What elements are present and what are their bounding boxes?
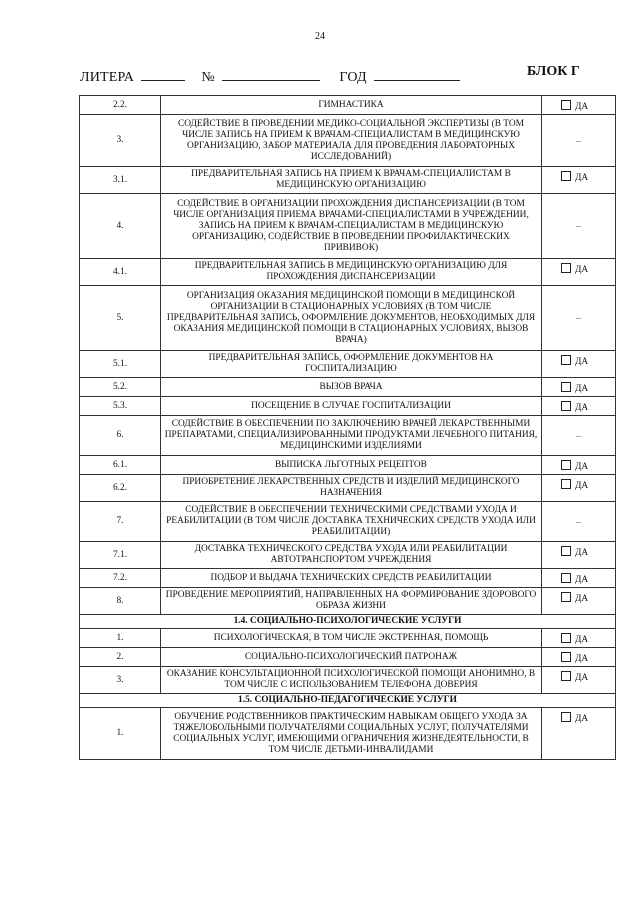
item-number: 2. [80,648,161,667]
item-number: 7.2. [80,569,161,588]
year-field[interactable] [374,67,460,81]
item-number: 4.1. [80,259,161,286]
item-description: СОДЕЙСТВИЕ В ОРГАНИЗАЦИИ ПРОХОЖДЕНИЯ ДИСПАНСЕРИЗАЦИИ (В ТОМ ЧИСЛЕ ОРГАНИЗАЦИЯ ПРИЕМА ВРАЧАМИ-СПЕЦИАЛИСТАМИ В УЧРЕЖДЕНИИ, ЗАПИСЬ НА ПРИЕМ К ВРАЧАМ-СПЕЦИАЛИСТАМ В МЕДИЦИНСКУЮ ОРГАНИЗАЦИЮ, СОДЕЙСТВИЕ В ПРОВЕДЕНИИ ПРОФИЛАКТИЧЕСКИХ ПРИВИВОК) [161,194,542,259]
check-cell [542,542,616,569]
item-number: 1. [80,708,161,760]
item-description: ПРОВЕДЕНИЕ МЕРОПРИЯТИЙ, НАПРАВЛЕННЫХ НА ФОРМИРОВАНИЕ ЗДОРОВОГО ОБРАЗА ЖИЗНИ [161,588,542,615]
na-mark: – [542,416,616,456]
check-label: ДА [575,673,589,683]
table-row [80,397,616,416]
item-description: ОКАЗАНИЕ КОНСУЛЬТАЦИОННОЙ ПСИХОЛОГИЧЕСКОЙ ПОМОЩИ АНОНИМНО, В ТОМ ЧИСЛЕ С ИСПОЛЬЗОВАНИЕМ ТЕЛЕФОНА ДОВЕРИЯ [161,667,542,694]
check-cell [542,648,616,667]
item-number: 6. [80,416,161,456]
table-row [80,286,616,351]
check-label: ДА [575,462,589,472]
item-number: 1. [80,629,161,648]
check-cell [542,96,616,115]
check-label: ДА [575,594,589,604]
section-title: 1.4. СОЦИАЛЬНО-ПСИХОЛОГИЧЕСКИЕ УСЛУГИ [80,615,616,629]
check-cell [542,456,616,475]
year-label: ГОД [339,70,367,85]
number-field[interactable] [222,67,320,81]
checkbox[interactable] [561,355,571,365]
check-label: ДА [575,384,589,394]
item-description: СОЦИАЛЬНО-ПСИХОЛОГИЧЕСКИЙ ПАТРОНАЖ [161,648,542,667]
item-number: 4. [80,194,161,259]
checkbox[interactable] [561,263,571,273]
check-label: ДА [575,265,589,275]
table-row [80,115,616,167]
checkbox[interactable] [561,401,571,411]
item-number: 3.1. [80,167,161,194]
number-label: № [201,70,215,85]
table-row [80,569,616,588]
item-number: 6.2. [80,475,161,502]
check-cell [542,259,616,286]
section-title: 1.5. СОЦИАЛЬНО-ПЕДАГОГИЧЕСКИЕ УСЛУГИ [80,694,616,708]
item-description: СОДЕЙСТВИЕ В ОБЕСПЕЧЕНИИ ПО ЗАКЛЮЧЕНИЮ ВРАЧЕЙ ЛЕКАРСТВЕННЫМИ ПРЕПАРАТАМИ, СПЕЦИАЛИЗИРОВАННЫМИ ПРОДУКТАМИ ЛЕЧЕБНОГО ПИТАНИЯ, МЕДИЦИНСКИМИ ИЗДЕЛИЯМИ [161,416,542,456]
item-number: 3. [80,115,161,167]
table-row [80,378,616,397]
na-mark: – [542,286,616,351]
item-description: ПРЕДВАРИТЕЛЬНАЯ ЗАПИСЬ В МЕДИЦИНСКУЮ ОРГАНИЗАЦИЮ ДЛЯ ПРОХОЖДЕНИЯ ДИСПАНСЕРИЗАЦИИ [161,259,542,286]
item-description: ВЫЗОВ ВРАЧА [161,378,542,397]
checkbox[interactable] [561,652,571,662]
item-number: 2.2. [80,96,161,115]
check-label: ДА [575,481,589,491]
item-description: ПОСЕЩЕНИЕ В СЛУЧАЕ ГОСПИТАЛИЗАЦИИ [161,397,542,416]
litera-label: ЛИТЕРА [80,70,135,85]
check-label: ДА [575,102,589,112]
table-row [80,96,616,115]
item-number: 5. [80,286,161,351]
checkbox[interactable] [561,573,571,583]
item-description: ГИМНАСТИКА [161,96,542,115]
table-row [80,259,616,286]
check-label: ДА [575,173,589,183]
item-description: СОДЕЙСТВИЕ В ОБЕСПЕЧЕНИИ ТЕХНИЧЕСКИМИ СРЕДСТВАМИ УХОДА И РЕАБИЛИТАЦИИ (В ТОМ ЧИСЛЕ ДОСТАВКА ТЕХНИЧЕСКИХ СРЕДСТВ УХОДА ИЛИ РЕАБИЛИТАЦИИ) [161,502,542,542]
page-number: 24 [315,31,325,42]
check-label: ДА [575,548,589,558]
item-description: ПРЕДВАРИТЕЛЬНАЯ ЗАПИСЬ, ОФОРМЛЕНИЕ ДОКУМЕНТОВ НА ГОСПИТАЛИЗАЦИЮ [161,351,542,378]
check-label: ДА [575,403,589,413]
item-number: 5.2. [80,378,161,397]
table-row [80,351,616,378]
table-row [80,667,616,694]
check-cell [542,167,616,194]
table-row [80,194,616,259]
check-cell [542,667,616,694]
check-cell [542,475,616,502]
check-label: ДА [575,357,589,367]
litera-field[interactable] [141,67,185,81]
item-number: 5.3. [80,397,161,416]
checkbox[interactable] [561,479,571,489]
check-label: ДА [575,714,589,724]
item-description: ПСИХОЛОГИЧЕСКАЯ, В ТОМ ЧИСЛЕ ЭКСТРЕННАЯ, ПОМОЩЬ [161,629,542,648]
item-description: ОБУЧЕНИЕ РОДСТВЕННИКОВ ПРАКТИЧЕСКИМ НАВЫКАМ ОБЩЕГО УХОДА ЗА ТЯЖЕЛОБОЛЬНЫМИ ПОЛУЧАТЕЛЯМИ СОЦИАЛЬНЫХ УСЛУГ, ПОЛУЧАТЕЛЯМИ СОЦИАЛЬНЫХ УСЛУГ, ИМЕЮЩИМИ ОГРАНИЧЕНИЯ ЖИЗНЕДЕЯТЕЛЬНОСТИ, В ТОМ ЧИСЛЕ ДЕТЬМИ-ИНВАЛИДАМИ [161,708,542,760]
item-description: ПРИОБРЕТЕНИЕ ЛЕКАРСТВЕННЫХ СРЕДСТВ И ИЗДЕЛИЙ МЕДИЦИНСКОГО НАЗНАЧЕНИЯ [161,475,542,502]
checkbox[interactable] [561,171,571,181]
check-cell [542,588,616,615]
checkbox[interactable] [561,382,571,392]
item-number: 7. [80,502,161,542]
check-cell [542,569,616,588]
check-label: ДА [575,635,589,645]
checkbox[interactable] [561,671,571,681]
table-row [80,708,616,760]
check-cell [542,351,616,378]
item-number: 6.1. [80,456,161,475]
check-cell [542,629,616,648]
item-number: 5.1. [80,351,161,378]
check-cell [542,378,616,397]
table-row [80,648,616,667]
checkbox[interactable] [561,100,571,110]
na-mark: – [542,194,616,259]
item-description: ПРЕДВАРИТЕЛЬНАЯ ЗАПИСЬ НА ПРИЕМ К ВРАЧАМ-СПЕЦИАЛИСТАМ В МЕДИЦИНСКУЮ ОРГАНИЗАЦИЮ [161,167,542,194]
item-description: ПОДБОР И ВЫДАЧА ТЕХНИЧЕСКИХ СРЕДСТВ РЕАБИЛИТАЦИИ [161,569,542,588]
table-row [80,588,616,615]
table-row [80,475,616,502]
check-cell [542,397,616,416]
block-label: БЛОК Г [527,64,580,79]
form-header [80,67,460,86]
item-number: 3. [80,667,161,694]
item-description: ДОСТАВКА ТЕХНИЧЕСКОГО СРЕДСТВА УХОДА ИЛИ РЕАБИЛИТАЦИИ АВТОТРАНСПОРТОМ УЧРЕЖДЕНИЯ [161,542,542,569]
check-label: ДА [575,575,589,585]
checkbox[interactable] [561,712,571,722]
checkbox[interactable] [561,592,571,602]
section-row [80,615,616,629]
section-row [80,694,616,708]
item-number: 8. [80,588,161,615]
check-label: ДА [575,654,589,664]
item-description: СОДЕЙСТВИЕ В ПРОВЕДЕНИИ МЕДИКО-СОЦИАЛЬНОЙ ЭКСПЕРТИЗЫ (В ТОМ ЧИСЛЕ ЗАПИСЬ НА ПРИЕМ К ВРАЧАМ-СПЕЦИАЛИСТАМ В МЕДИЦИНСКУЮ ОРГАНИЗАЦИЮ, ЗАБОР МАТЕРИАЛА ДЛЯ ПРОВЕДЕНИЯ ЛАБОРАТОРНЫХ ИССЛЕДОВАНИЙ) [161,115,542,167]
table-row [80,542,616,569]
checkbox[interactable] [561,460,571,470]
services-table-body [80,96,616,760]
checkbox[interactable] [561,546,571,556]
table-row [80,416,616,456]
table-row [80,167,616,194]
table-row [80,502,616,542]
item-description: ВЫПИСКА ЛЬГОТНЫХ РЕЦЕПТОВ [161,456,542,475]
table-row [80,629,616,648]
na-mark: – [542,115,616,167]
item-number: 7.1. [80,542,161,569]
services-table [79,95,616,760]
check-cell [542,708,616,760]
table-row [80,456,616,475]
item-description: ОРГАНИЗАЦИЯ ОКАЗАНИЯ МЕДИЦИНСКОЙ ПОМОЩИ В МЕДИЦИНСКОЙ ОРГАНИЗАЦИИ В СТАЦИОНАРНЫХ УСЛОВИЯХ (В ТОМ ЧИСЛЕ ПРЕДВАРИТЕЛЬНАЯ ЗАПИСЬ, ОФОРМЛЕНИЕ ДОКУМЕНТОВ, НЕОБХОДИМЫХ ДЛЯ ОКАЗАНИЯ МЕДИЦИНСКОЙ ПОМОЩИ В СТАЦИОНАРНЫХ УСЛОВИЯХ, ВЫЗОВ ВРАЧА) [161,286,542,351]
na-mark: – [542,502,616,542]
checkbox[interactable] [561,633,571,643]
